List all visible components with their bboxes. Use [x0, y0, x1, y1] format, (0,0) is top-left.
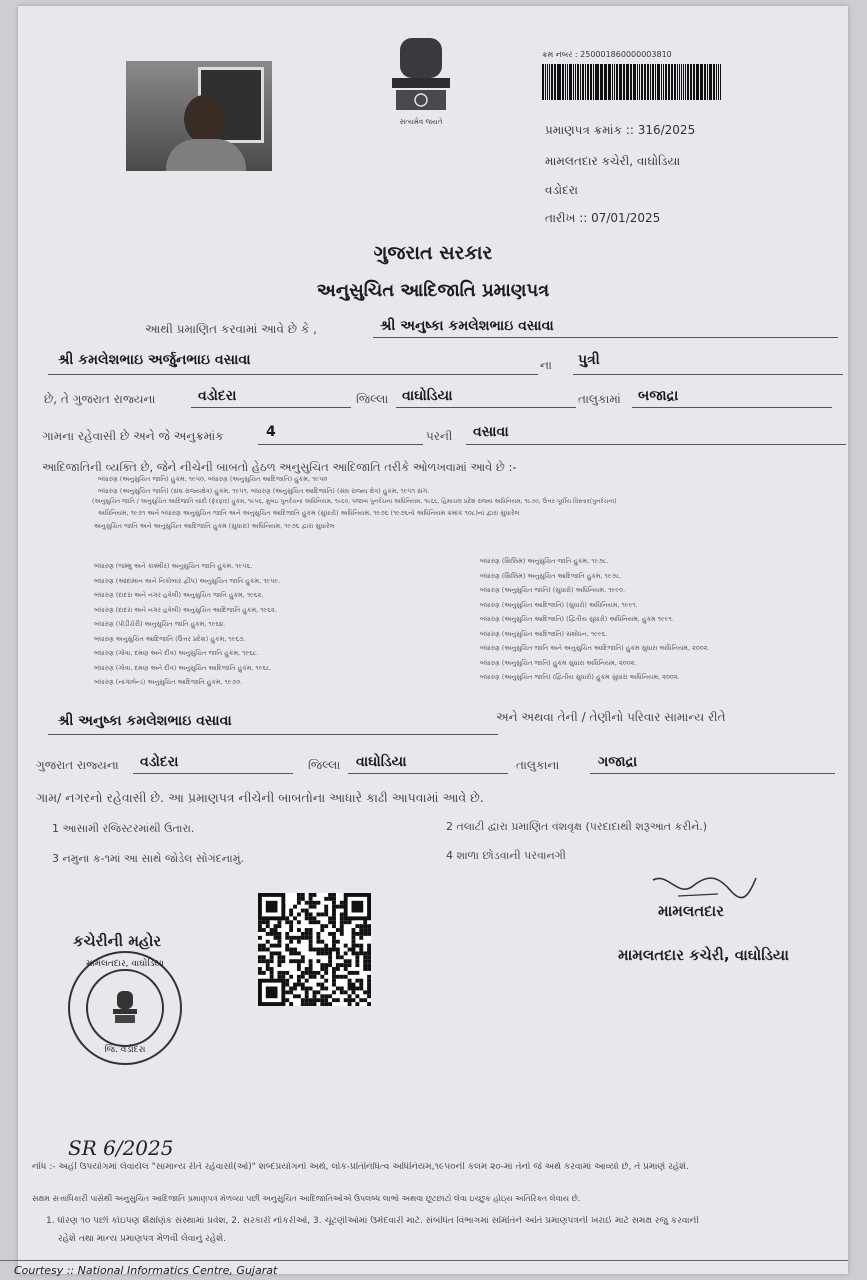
barcode-bar	[685, 64, 686, 100]
emblem-caption: સત્યમેવ જયતે	[399, 118, 443, 126]
barcode-bar	[655, 64, 656, 100]
barcode-bar	[641, 64, 644, 100]
issue-date: તારીખ :: 07/01/2025	[545, 211, 661, 225]
barcode-bar	[619, 64, 622, 100]
order-line: બંધારણ (સિક્કિમ) અનુસુચિત આદિજાતિ હુકમ, ૧૯૭૮.	[480, 571, 622, 580]
barcode-number: ક્રમ નંબર : 250001860000003810	[542, 50, 672, 59]
order-line: અનુસુચિત જાતિ અને અનુસુચિત આદિજાતિ હુકમ (સુધારા) અધિનિયમ, ૧૯૭૬ દ્વારા સુધારેલ	[94, 521, 335, 530]
note-4: રહેશે તથા માન્ય પ્રમાણપત્ર મેળવી લેવાનું રહેશે.	[58, 1234, 227, 1244]
barcode-bar	[690, 64, 693, 100]
order-line: બંધારણ (અનુસુચિત જાતિ) (દ્વિતીય સુધારો) હુકમ સુધારા અધિનિયમ, ૨૦૦૨.	[480, 673, 680, 681]
barcode-bar	[683, 64, 684, 100]
barcode-bar	[637, 64, 638, 100]
order-line: બંધારણ (અનુસુચિત આદિજાતિ) (દ્વિતીય સુધારો) અધિનિયમ, હુકમ ૧૯૯૧.	[480, 615, 674, 623]
barcode-bar	[644, 64, 646, 100]
order-line: બંધારણ (અનુસુચિત જાતિ અને અનુસુચિત આદિજાતિ) હુકમ સુધારા અધિનિયમ, ૨૦૦૨.	[480, 644, 710, 652]
barcode-bar	[652, 64, 655, 100]
order-line: બંધારણ (અનુસુચિત જાતિ) હુકમ સુધારા અધિનિયમ, ૨૦૦૨.	[480, 658, 637, 667]
barcode-bar	[720, 64, 721, 100]
orders-left	[94, 563, 424, 686]
barcode-bar	[704, 64, 706, 100]
barcode-bar	[554, 64, 556, 100]
barcode-bar	[639, 64, 640, 100]
barcode-bar	[608, 64, 611, 100]
order-line: બંધારણ (અનુસુચિત જાતિ) (સંઘ રાજ્યક્ષેત્ર) હુકમ, ૧૯૫૧, બંધારણ (અનુસુચિત આદિજાતિ) (સંઘ રાજ્ય ક્ષેત્ર) હુકમ, ૧૯૫૧ સંગ.	[98, 486, 430, 495]
barcode-bar	[547, 64, 548, 100]
order-line: બંધારણ (દાદરા અને નગર હવેલી) અનુસુચિત આદિજાતિ હુકમ, ૧૯૬૨.	[94, 605, 277, 614]
barcode-bar	[693, 64, 695, 100]
barcode-bar	[663, 64, 664, 100]
barcode-bar	[716, 64, 718, 100]
barcode-bar	[701, 64, 703, 100]
barcode-bar	[580, 64, 581, 100]
order-line: બંધારણ અનુસુચિત આદિજાતિ (ઉત્તર પ્રદેશ) હુકમ, ૧૯૬૭.	[94, 634, 246, 643]
basis-line: ગામ/ નગરનો રહેવાસી છે. આ પ્રમાણપત્ર નીચેની બાબતોના આધારે કાઢી આપવામાં આવે છે.	[36, 790, 484, 805]
na-label: ના	[540, 358, 552, 372]
barcode-bar	[707, 64, 709, 100]
family-label: અને અથવા તેની / તેણીનો પરિવાર સામાન્ય રીતે	[496, 710, 726, 724]
barcode-bar	[665, 64, 667, 100]
declaration: આદિજાતિની વ્યક્તિ છે, જેને નીચેની બાબતો હેઠળ અનુસુચિત આદિજાતિ તરીકે ઓળખવામાં આવે છે :-	[42, 460, 517, 474]
government-title: ગુજરાત સરકાર	[373, 242, 493, 264]
order-line: બંધારણ (જમ્મુ અને કાશ્મીર) અનુસુચિત જાતિ હુકમ, ૧૯૫૬.	[94, 562, 253, 570]
order-line: અધિનિયમ, ૧૯૭૧ અને બંધારણ અનુસુચિત જાતિ અને અનુસુચિત આદિજાતિ હુકમ (સુધારો) અધિનિયમ, ૧૯૭૬ (૧૯૭૬નો અધિનિયમ ક્રમાંક ૧૦૮)ના દ્વારા સુધારેલ	[98, 509, 520, 517]
order-line: બંધારણ (ગોવા, દમણ અને દીવ) અનુસુચિત જાતિ હુકમ, ૧૯૬૮.	[94, 649, 259, 657]
district-label: જિલ્લા	[356, 392, 389, 406]
barcode-bar	[549, 64, 550, 100]
order-line: બંધારણ (અનુસુચિત આદિજાતિ) સંશોધન, ૧૯૯૬.	[480, 629, 608, 638]
order-line: (અનુસુચિત જાતિ / અનુસુચિત આદિજાતિ યાદી (ફેરફાર) હુકમ, ૧૯૫૬, મુંબઇ પુનર્રચના અધિનિયમ, ૧૯૬૦, પંજાબ પુનર્રચના અધિનિયમ, ૧૯૬૬, હિમાચલ પ્રદેશ રાજ્ય અધિનિયમ, ૧૯૭૦, ઉત્તર-પૂર્વીય વિસ્તાર(પુનર્રચના)	[92, 498, 617, 505]
handwritten-serial: SR 6/2025	[68, 1136, 174, 1160]
applicant-name: શ્રી અનુષ્કા કમલેશભાઇ વસાવા	[380, 318, 554, 334]
order-line: બંધારણ (અનુસુચિત આદિજાતિ) (સુધારો) અધિનિયમ, ૧૯૯૧.	[480, 600, 638, 609]
barcode-bar	[600, 64, 603, 100]
barcode-bar	[700, 64, 701, 100]
barcode-bar	[604, 64, 605, 100]
order-line: બંધારણ (દાદરા અને નગર હવેલી) અનુસુચિત જાતિ હુકમ, ૧૯૬૨.	[94, 591, 264, 599]
qr-code	[258, 893, 371, 1006]
barcode-bar	[596, 64, 599, 100]
barcode-bar	[623, 64, 624, 100]
barcode-bar	[542, 64, 544, 100]
issuing-district: વડોદરા	[545, 183, 578, 197]
barcode-bar	[612, 64, 613, 100]
barcode-bar	[677, 64, 678, 100]
barcode-bar	[573, 64, 575, 100]
barcode-bar	[681, 64, 683, 100]
seal-text-top: મામલતદાર, વાઘોડિયા	[86, 959, 164, 969]
orders-right	[480, 558, 810, 681]
order-line: બંધારણ (અનુસુચિત જાતિ) હુકમ, ૧૯૫૦, બંધારણ (અનુસુચિત આદિજાતિ) હુકમ, ૧૯૫૦	[98, 475, 328, 483]
certificate-page	[14, 6, 848, 1277]
district-value: વાઘોડિયા	[402, 388, 453, 404]
order-line: બંધારણ (અનુસુચિત જાતિ) (સુધારો) અધિનિયમ, ૧૯૯૦.	[480, 586, 626, 594]
barcode-bar	[582, 64, 585, 100]
barcode-bar	[593, 64, 594, 100]
state-value: વડોદરા	[198, 388, 237, 404]
barcode-bar	[668, 64, 670, 100]
state-label: છે, તે ગુજરાત રાજ્યના	[44, 392, 156, 406]
certificate-number: પ્રમાણપત્ર ક્રમાંક :: 316/2025	[545, 123, 696, 137]
barcode-bar	[674, 64, 676, 100]
barcode-bar	[661, 64, 663, 100]
father-name: શ્રી કમલેશભાઇ અર્જુનભાઇ વસાવા	[58, 352, 251, 368]
barcode-bar	[713, 64, 715, 100]
barcode-bar	[585, 64, 586, 100]
relation: પુત્રી	[578, 352, 600, 368]
barcode-bar	[626, 64, 629, 100]
barcode-bar	[545, 64, 547, 100]
barcode-bar	[575, 64, 576, 100]
res-taluka-value: ગજાદ્રા	[598, 754, 638, 770]
seal-text-bottom: જિ. વડોદરા	[104, 1045, 146, 1055]
barcode-bar	[634, 64, 636, 100]
order-line: બંધારણ (ગોવા, દમણ અને દીવ) અનુસુચિત આદિજાતિ હુકમ, ૧૯૬૮.	[94, 663, 272, 672]
basis-item: 4 શાળા છોડવાની પરવાનગી	[446, 849, 566, 862]
serial-value: 4	[266, 424, 276, 440]
barcode-bar	[633, 64, 634, 100]
barcode-bar	[650, 64, 651, 100]
res-district-value: વાઘોડિયા	[356, 754, 407, 770]
signatory-designation: મામલતદાર	[658, 902, 724, 920]
order-line: બંધારણ (નાગાલેન્ડ) અનુસુચિત આદિજાતિ હુકમ, ૧૯૭૦.	[94, 678, 243, 686]
barcode-bar	[590, 64, 592, 100]
barcode	[542, 64, 722, 100]
barcode-bar	[687, 64, 689, 100]
courtesy-footer: Courtesy :: National Informatics Centre, Gujarat	[14, 1264, 278, 1277]
resident-name: શ્રી અનુષ્કા કમલેશભાઇ વસાવા	[58, 713, 232, 729]
barcode-bar	[551, 64, 553, 100]
barcode-bar	[616, 64, 618, 100]
barcode-bar	[614, 64, 616, 100]
taluka-value: બજાદ્રા	[638, 388, 679, 404]
barcode-bar	[557, 64, 558, 100]
barcode-bar	[679, 64, 680, 100]
note-3: 1. ધોરણ ૧૦ પછી કોઇપણ શૈક્ષણિક સંસ્થામાં પ્રવેશ, 2. સરકારી નોકરીઓ, 3. ચૂંટણીઓમાં ઉમેદવારી માટે. સંબંધિત વિભાગમાં સમિતિને અતિ પ્રમાણપત્રની ખરાઈ માટે સમક્ષ રજુ કરવાની	[46, 1216, 699, 1226]
village-label: ગામના રહેવાસી છે અને જે અનુક્રમાંક	[42, 429, 224, 443]
order-line: બંધારણ (સિક્કિમ) અનુસુચિત જાતિ હુકમ, ૧૯૭૮.	[480, 557, 609, 565]
basis-item: 3 નમુના ક-૧માં આ સાથે જોડેલ સોગંદનામું.	[52, 852, 244, 865]
barcode-bar	[562, 64, 564, 100]
taluka-label: તાલુકામાં	[578, 392, 621, 406]
issuing-office: મામલતદાર કચેરી, વાઘોડિયા	[545, 154, 681, 168]
order-line: બંધારણ (આંદામાન અને નિકોબાર દ્વીપ) અનુસુચિત જાતિ હુકમ, ૧૯૫૯.	[94, 576, 281, 585]
barcode-bar	[630, 64, 632, 100]
seal-label: કચેરીની મહોર	[73, 932, 162, 950]
tribe-label: પરની	[426, 429, 453, 443]
orders-top	[92, 475, 818, 530]
note-1: નોંધ :- અહીં ઉપયોગમાં લેવાયેલ "સામાન્ય રીતે રહેવાસી(ઓ)" શબ્દપ્રયોગનો અર્થ, લોક-પ્રતિનિધિત્વ અધિનિયમ,૧૯૫૦ની કલમ ૨૦-માં તેનો જે અર્થ કરવામાં આવ્યો છે, તે પ્રમાણે રહેશે.	[32, 1162, 689, 1172]
tribe-value: વસાવા	[473, 424, 509, 440]
barcode-bar	[718, 64, 719, 100]
barcode-bar	[624, 64, 625, 100]
intro-label: આથી પ્રમાણિત કરવામાં આવે છે કે ,	[145, 322, 317, 336]
signatory-office: મામલતદાર કચેરી, વાઘોડિયા	[618, 946, 789, 964]
barcode-bar	[567, 64, 568, 100]
barcode-bar	[595, 64, 596, 100]
barcode-bar	[569, 64, 572, 100]
res-state-label: ગુજરાત રાજ્યના	[36, 758, 119, 772]
certificate-title: અનુસુચિત આદિજાતિ પ્રમાણપત્ર	[316, 280, 550, 301]
note-2: સક્ષમ સત્તાધિકારી પાસેથી અનુસુચિત આદિજાતિ પ્રમાણપત્ર મેળવ્યા પછી અનુસુચિત આદિજાતિઓએ ઉપલબ્ધ લાભો અથવા છૂટછાટો લેવા ઇચ્છુક હોઇ્ય અતિરિક્ત લેવાય છે.	[32, 1194, 581, 1203]
basis-item: 2 તલાટી દ્વારા પ્રમાણિત વંશવૃક્ષ (પરદાદાથી શરૂઆત કરીને.)	[446, 820, 708, 833]
barcode-bar	[657, 64, 660, 100]
barcode-bar	[587, 64, 589, 100]
barcode-bar	[671, 64, 674, 100]
order-line: બંધારણ (પોંડીચેરી) અનુસુચિત જાતિ હુકમ, ૧૯૬૪.	[94, 620, 226, 628]
office-seal	[68, 951, 182, 1065]
barcode-bar	[558, 64, 561, 100]
barcode-bar	[647, 64, 649, 100]
barcode-bar	[565, 64, 567, 100]
barcode-bar	[577, 64, 579, 100]
res-taluka-label: તાલુકાના	[516, 758, 560, 772]
basis-item: 1 આસામી રજિસ્ટરમાંથી ઉતારા.	[52, 822, 195, 835]
barcode-bar	[605, 64, 607, 100]
res-state-value: વડોદરા	[140, 754, 179, 770]
barcode-bar	[696, 64, 699, 100]
applicant-photo	[126, 61, 272, 171]
barcode-bar	[709, 64, 712, 100]
seal-emblem-icon	[110, 989, 140, 1031]
res-district-label: જિલ્લા	[308, 758, 341, 772]
